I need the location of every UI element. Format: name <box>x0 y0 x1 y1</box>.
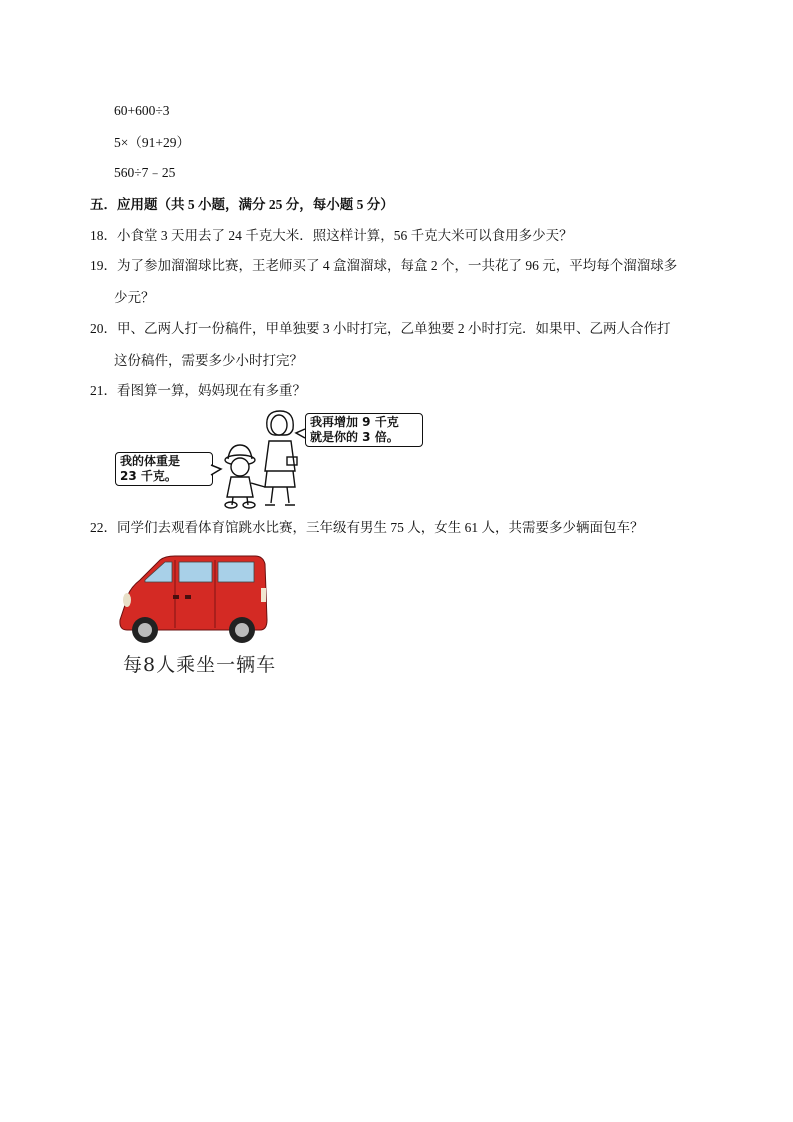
bubble-line: 就是你的 3 倍。 <box>310 430 399 444</box>
bubble-line: 我的体重是 <box>120 454 181 468</box>
expression-1: 60+600÷3 <box>114 103 170 118</box>
question-text: 甲、乙两人打一份稿件，甲单独要 3 小时打完，乙单独要 2 小时打完．如果甲、乙两人合作打 <box>117 321 671 336</box>
van-illustration <box>115 550 280 650</box>
question-text: 小食堂 3 天用去了 24 千克大米．照这样计算，56 千克大米可以食用多少天？ <box>117 228 573 243</box>
question-22 <box>90 519 644 537</box>
question-20-continued: 这份稿件，需要多少小时打完？ <box>114 353 303 368</box>
van-caption: 每8人乘坐一辆车 <box>123 654 277 676</box>
question-text: 看图算一算，妈妈现在有多重？ <box>117 383 306 398</box>
bubble-line: 23 千克。 <box>120 469 177 483</box>
question-text: 同学们去观看体育馆跳水比赛，三年级有男生 75 人，女生 61 人，共需要多少辆面包车？ <box>117 520 644 535</box>
question-number: 22． <box>90 520 117 535</box>
question-19 <box>90 257 677 275</box>
expression-3: 560÷7﹣25 <box>114 165 176 180</box>
question-20 <box>90 320 671 338</box>
question-18 <box>90 227 573 245</box>
bubble-line: 我再增加 9 千克 <box>310 415 399 429</box>
mother-child-illustration <box>115 405 425 510</box>
question-number: 20． <box>90 321 117 336</box>
question-text: 为了参加溜溜球比赛，王老师买了 4 盒溜溜球，每盒 2 个，一共花了 96 元，平均每个溜溜球多 <box>117 258 678 273</box>
figure-van <box>115 550 280 680</box>
question-21 <box>90 382 306 400</box>
figure-mother-child <box>115 405 425 510</box>
question-number: 21． <box>90 383 117 398</box>
question-number: 18． <box>90 228 117 243</box>
section-heading: 五．应用题（共 5 小题，满分 25 分，每小题 5 分） <box>90 197 394 212</box>
question-19-continued: 少元？ <box>114 290 155 305</box>
expression-2: 5×（91+29） <box>114 135 190 150</box>
question-number: 19． <box>90 258 117 273</box>
